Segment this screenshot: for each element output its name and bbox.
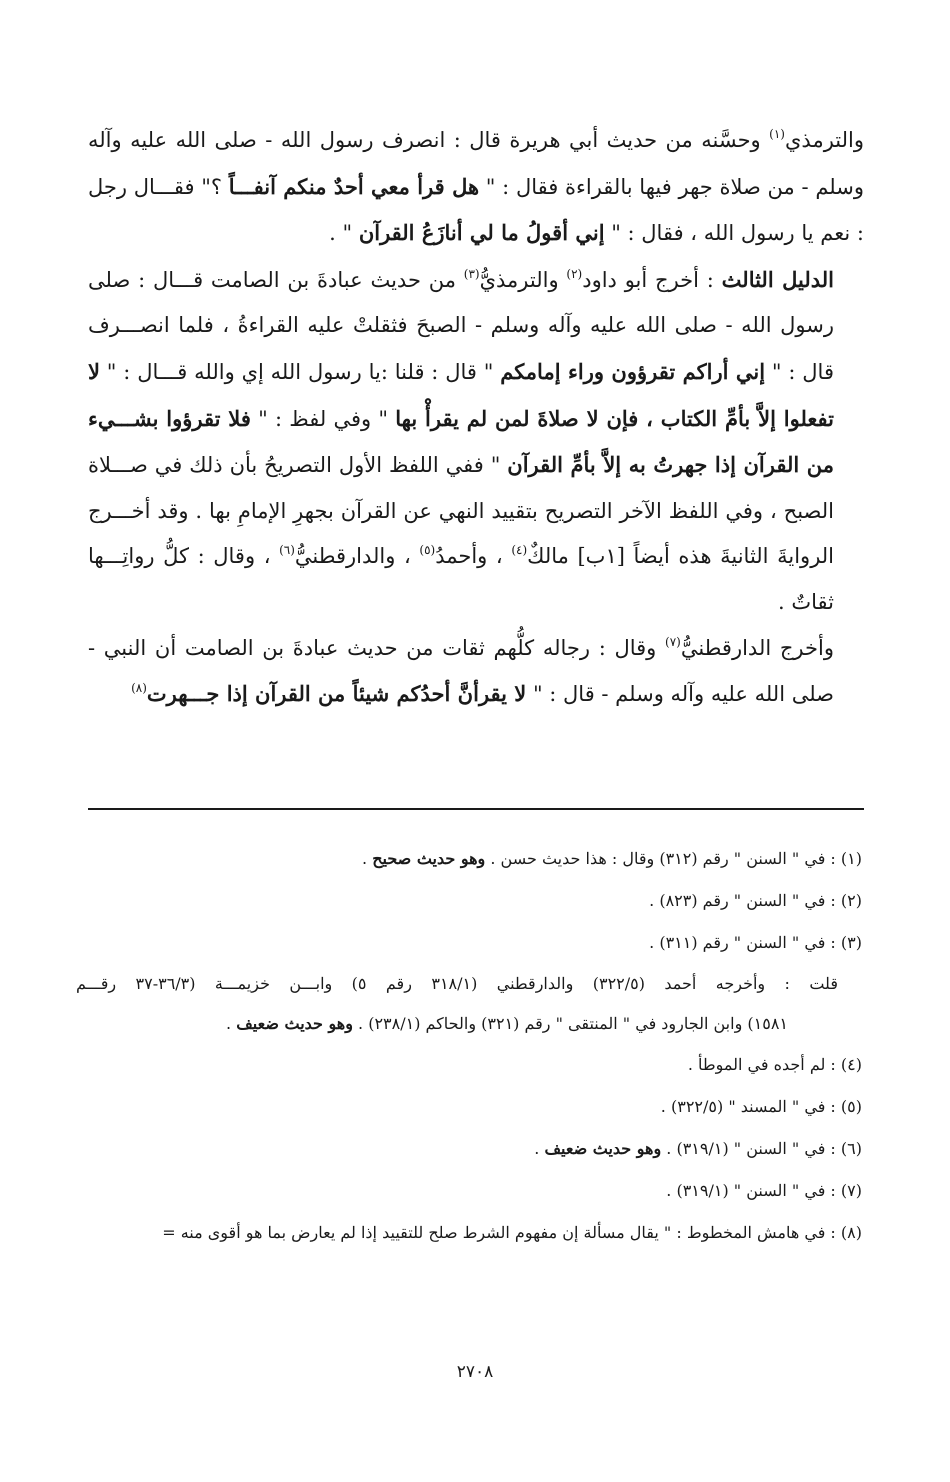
footnote-marker: (٣) <box>463 266 480 281</box>
paragraph-2 <box>88 257 864 626</box>
footnote-marker: (٢) <box>566 266 583 281</box>
page-number: ٢٧٠٨ <box>456 1362 494 1382</box>
text-span: : أخرج أبو داود <box>582 267 722 292</box>
footnote-5 <box>76 1086 862 1128</box>
footnote-marker: (٨) <box>131 681 147 696</box>
continuation-mark: = <box>162 1223 181 1242</box>
main-text <box>88 118 864 718</box>
footnote-text: . <box>362 849 373 868</box>
footnote-text: في " السنن " رقم (٨٢٣) . <box>649 891 826 910</box>
footnote-number: (٢) : <box>825 891 862 910</box>
footnote-6 <box>76 1128 862 1170</box>
footnotes <box>76 838 862 1254</box>
footnote-grade: وهو حديث صحيح <box>372 849 486 868</box>
text-span: ؟" فقـــال رجل : نعم يا رسول الله ، فقال : " <box>88 174 864 246</box>
text-span: " قال : قلنا :يا رسول الله إي والله قـــال : " <box>99 359 501 384</box>
footnote-marker: (٦) <box>279 543 295 558</box>
footnote-number: (١) : <box>825 849 862 868</box>
text-span: " وفي لفظ : " <box>250 406 396 431</box>
footnote-2 <box>76 880 862 922</box>
paragraph-1 <box>88 118 864 257</box>
paragraph-3 <box>88 626 864 718</box>
hadith-quote: لا تفعلوا إلاَّ بأمِّ الكتاب ، فإن لا صلاةَ لمن لم يقرأْ بها <box>88 358 834 431</box>
footnote-text: قلت : وأخرجه أحمد (٣٢٢/٥) والدارقطني (٣١٨/١ رقم ٥) وابـــن خزيمـــة (٣٦/٣-٣٧ رقـــم <box>76 974 838 993</box>
footnote-number: (٨) : <box>825 1223 862 1242</box>
footnote-number: (٣) : <box>825 933 862 952</box>
footnote-number: (٦) : <box>825 1139 862 1158</box>
hadith-quote: هل قرأ معي أحدٌ منكم آنفـــاً <box>228 173 480 199</box>
footnote-1 <box>76 838 862 880</box>
text-span: من حديث عبادةَ بن الصامت قـــال : صلى رسول الله - صلى الله عليه وآله وسلم - الصبحَ فثقلتْ عليه القراءةُ ، فلما انصـــرف قال : " <box>88 267 834 384</box>
text-span: " ففي اللفظ الأول التصريحُ بأن ذلك في صـــلاة الصبح ، وفي اللفظ الآخر التصريح بتقييد النهي عن القرآن بجهرِ الإمامِ بها . وقد أخـــرج الروايةَ الثانيةَ هذه أيضاً [١ب] مالكٌ <box>88 453 835 569</box>
text-span: ، وأحمدُ <box>435 544 512 569</box>
footnote-marker: (٤) <box>511 543 528 558</box>
footnote-4 <box>76 1044 862 1086</box>
footnote-3-note-line-1 <box>76 964 862 1004</box>
text-span: والترمذي <box>784 128 864 152</box>
footnote-3 <box>76 922 862 964</box>
footnote-text: . <box>534 1139 545 1158</box>
footnote-marker: (١) <box>769 127 785 141</box>
text-span: وقال : رجاله كلُّهم ثقات من حديث عبادةَ بن الصامت أن النبي - صلى الله عليه وآله وسلم - قال : " <box>88 635 834 707</box>
hadith-quote: إني أقولُ ما لي أنازَعُ القرآن <box>358 220 605 246</box>
footnote-marker: (٥) <box>419 543 436 558</box>
footnote-text: في " السنن " رقم (٣١٢) وقال : هذا حديث حسن . <box>485 849 826 868</box>
hadith-quote: لا يقرأنَّ أحدُكم شيئاً من القرآن إذا جـــهرت <box>146 681 527 707</box>
text-span: ، وقال : كلُّ رواتِـــها ثقاتٌ . <box>88 544 834 614</box>
footnote-text: في هامش المخطوط : " يقال مسألة إن مفهوم الشرط صلح للتقييد إذا لم يعارض بما هو أقوى منه <box>180 1223 826 1242</box>
footnote-text: في " السنن " (٣١٩/١) . <box>661 1139 826 1158</box>
footnote-text: لم أجده في الموطأ . <box>687 1055 826 1074</box>
footnote-grade: وهو حديث ضعيف <box>544 1139 662 1158</box>
text-span: وأخرج الدارقطنيُّ <box>680 635 834 660</box>
hadith-quote: فلا تقرؤوا بشـــيء من القرآن إذا جهرتُ به إلاَّ بأمِّ القرآن <box>88 405 834 478</box>
footnote-text: في " السنن " (٣١٩/١) . <box>666 1181 826 1200</box>
footnote-7 <box>76 1170 862 1212</box>
hadith-quote: إني أراكم تقرؤون وراء إمامكم <box>500 358 766 384</box>
text-span: ، والدارقطنيُّ <box>294 544 420 569</box>
footnote-number: (٥) : <box>825 1097 862 1116</box>
footnote-8 <box>76 1212 862 1254</box>
footnote-text: في " السنن " رقم (٣١١) . <box>649 933 826 952</box>
text-span: " . <box>329 221 359 246</box>
footnote-separator <box>88 808 864 810</box>
footnote-text: ١٥٨١) وابن الجارود في " المنتقى " رقم (٣٢١) والحاكم (٢٣٨/١) . <box>352 1014 788 1033</box>
text-span: وحسَّنه من حديث أبي هريرة قال : انصرف رسول الله - صلى الله عليه وآله وسلم - من صلاة جهر فيها بالقراءة فقال : " <box>88 128 864 199</box>
footnote-grade: وهو حديث ضعيف <box>236 1014 353 1033</box>
footnote-text: . <box>226 1014 237 1033</box>
footnote-number: (٧) : <box>825 1181 862 1200</box>
footnote-number: (٤) : <box>825 1055 862 1074</box>
footnote-marker: (٧) <box>665 634 681 649</box>
footnote-text: في " المسند " (٣٢٢/٥) . <box>660 1097 826 1116</box>
text-span: والترمذيُّ <box>479 267 567 292</box>
section-heading: الدليل الثالث <box>721 266 834 292</box>
footnote-3-note-line-2 <box>76 1004 862 1044</box>
